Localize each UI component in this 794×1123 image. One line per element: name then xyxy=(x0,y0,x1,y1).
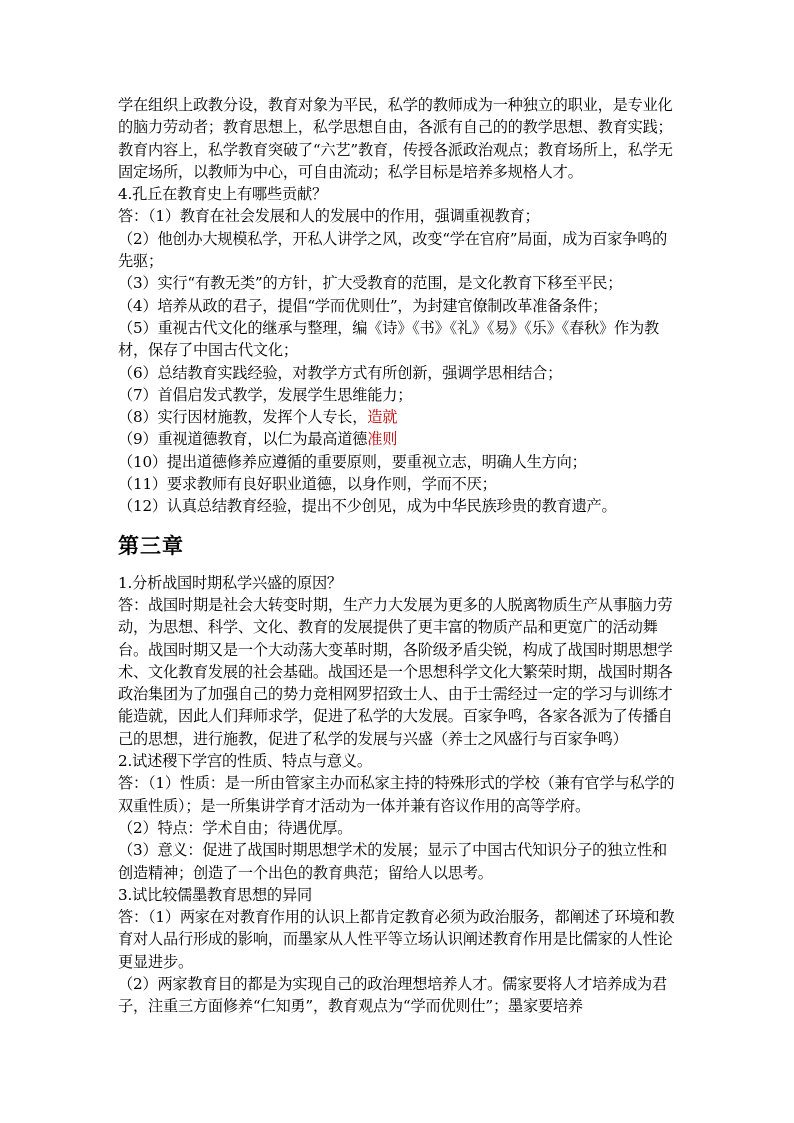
question-3: 3.试比较儒墨教育思想的异同 xyxy=(118,885,312,904)
answer-item-10: （10）提出道德修养应遵循的重要原则，要重视立志，明确人生方向； xyxy=(118,452,587,471)
question-2: 2.试述稷下学宫的性质、特点与意义。 xyxy=(118,752,372,771)
answer-item-6: （6）总结教育实践经验，对教学方式有所创新，强调学思相结合； xyxy=(118,363,563,382)
answer-3-part-1: 答：（1）两家在对教育作用的认识上都肯定教育必须为政治服务，都阐述了环境和教育对人品行形成的影响，而墨家从人性平等立场认识阐述教育作用是比儒家的人性论更显进步。 xyxy=(118,908,675,971)
answer-item-8 xyxy=(118,406,678,428)
answer-item-9-red-text: 准则 xyxy=(367,430,398,449)
answer-2-features: （2）特点：学术自由；待遇优厚。 xyxy=(118,818,353,837)
answer-item-8-red-text: 造就 xyxy=(367,408,398,427)
question-4: 4.孔丘在教育史上有哪些贡献？ xyxy=(118,185,327,204)
answer-item-4: （4）培养从政的君子，提倡“学而优则仕”，为封建官僚制改革准备条件； xyxy=(118,296,608,315)
answer-2-nature: 答：（1）性质：是一所由管家主办而私家主持的特殊形式的学校（兼有官学与私学的双重性质）；是一所集讲学育才活动为一体并兼有咨议作用的高等学府。 xyxy=(118,774,675,815)
document-page xyxy=(118,94,678,1018)
chapter-heading: 第三章 xyxy=(118,533,184,558)
answer-item-3: （3）实行“有教无类”的方针，扩大受教育的范围，是文化教育下移至平民； xyxy=(118,274,623,293)
answer-3-part-2: （2）两家教育目的都是为实现自己的政治理想培养人才。儒家要将人才培养成为君子，注重三方面修养“仁知勇”，教育观点为“学而优则仕”；墨家要培养 xyxy=(118,974,668,1016)
answer-item-8-text: （8）实行因材施教，发挥个人专长， xyxy=(118,408,368,427)
answer-1: 答：战国时期是社会大转变时期，生产力大发展为更多的人脱离物质生产从事脑力劳动，为思想、科学、文化、教育的发展提供了更丰富的物质产品和更宽广的活动舞台。战国时期又是一个大动荡大变革时期，各阶级矛盾尖锐，构成了战国时期思想学术、文化教育发展的社会基础。战国还是一个思想科学文化大繁荣时期，战国时期各政治集团为了加强自己的势力竞相网罗招致士人、由于士需经过一定的学习与训练才能造就，因此人们拜师求学，促进了私学的大发展。百家争鸣，各家各派为了传播自己的思想，进行施教，促进了私学的发展与兴盛（养士之风盛行与百家争鸣） xyxy=(118,595,673,748)
question-1: 1.分析战国时期私学兴盛的原因？ xyxy=(118,573,342,592)
paragraph-private-school-features: 学在组织上政教分设，教育对象为平民，私学的教师成为一种独立的职业，是专业化的脑力劳动者；教育思想上，私学思想自由，各派有自己的的教学思想、教育实践；教育内容上，私学教育突破了“六艺”教育，传授各派政治观点；教育场所上，私学无固定场所，以教师为中心，可自由流动；私学目标是培养多规格人才。 xyxy=(118,96,673,181)
answer-item-9 xyxy=(118,428,678,450)
answer-item-5: （5）重视古代文化的继承与整理，编《诗》《书》《礼》《易》《乐》《春秋》作为教材，保存了中国古代文化； xyxy=(118,318,659,360)
answer-item-9-text: （9）重视道德教育，以仁为最高道德 xyxy=(118,430,368,449)
answer-item-2: （2）他创办大规模私学，开私人讲学之风，改变“学在官府”局面，成为百家争鸣的先驱； xyxy=(118,229,668,271)
answer-item-1: 答：（1）教育在社会发展和人的发展中的作用，强调重视教育； xyxy=(118,207,540,226)
answer-item-7: （7）首倡启发式教学，发展学生思维能力； xyxy=(118,385,413,404)
answer-item-11: （11）要求教师有良好职业道德，以身作则，学而不厌； xyxy=(118,475,497,494)
answer-item-12: （12）认真总结教育经验，提出不少创见，成为中华民族珍贵的教育遗产。 xyxy=(118,497,617,516)
answer-2-significance: （3）意义：促进了战国时期思想学术的发展；显示了中国古代知识分子的独立性和创造精神；创造了一个出色的教育典范；留给人以思考。 xyxy=(118,841,668,882)
